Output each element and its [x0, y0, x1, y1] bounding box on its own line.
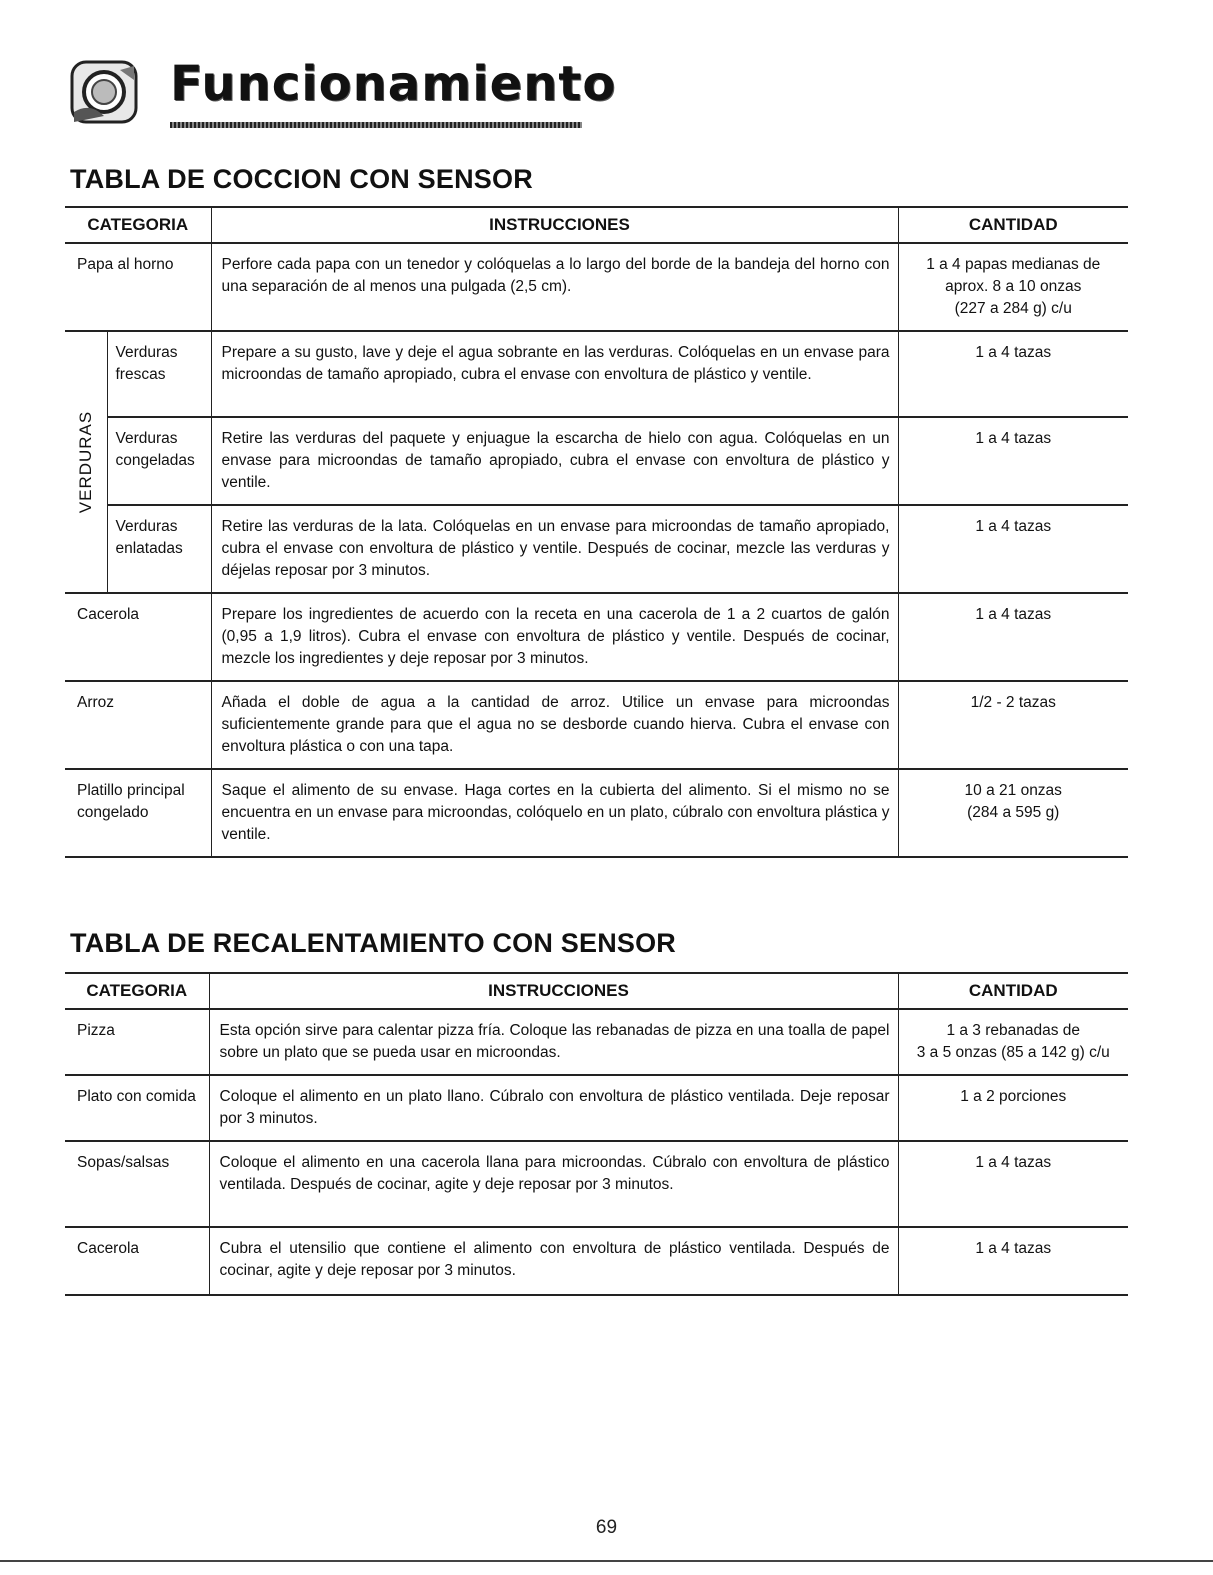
table-row: [65, 681, 1128, 769]
quantity-line: 1/2 - 2 tazas: [970, 694, 1056, 711]
row-instructions: Perfore cada papa con un tenedor y colóquelas a lo largo del borde de la bandeja del horno con una separación de al menos una pulgada (2,5 cm).: [211, 243, 898, 331]
row-quantity: [898, 1075, 1128, 1141]
table-header-row: [65, 207, 1128, 243]
page-title: Funcionamiento: [170, 56, 617, 112]
quantity-line: 1 a 4 papas medianas de: [926, 256, 1101, 273]
quantity-line: 1 a 4 tazas: [975, 606, 1052, 623]
row-quantity: [898, 769, 1128, 857]
row-instructions: Saque el alimento de su envase. Haga cortes en la cubierta del alimento. Si el mismo no se encuentra en un envase para microondas, colóquelo en un plato, cúbralo con envoltura plástica y ventile.: [211, 769, 898, 857]
row-quantity: [898, 1141, 1128, 1227]
quantity-line: 10 a 21 onzas: [964, 782, 1062, 799]
verduras-group-label: VERDURAS: [75, 410, 95, 514]
quantity-line: (227 a 284 g) c/u: [954, 300, 1072, 317]
quantity-line: aprox. 8 a 10 onzas: [945, 278, 1082, 295]
page-bottom-rule: [0, 1560, 1213, 1562]
quantity-line: 1 a 4 tazas: [975, 344, 1052, 361]
row-category: Platillo principal congelado: [65, 769, 211, 857]
table-row: [65, 1227, 1128, 1295]
row-instructions: Esta opción sirve para calentar pizza fría. Coloque las rebanadas de pizza en una toalla de papel sobre un plato que se pueda usar en microondas.: [209, 1009, 898, 1075]
table-row: [65, 331, 1128, 417]
page-number: 69: [595, 1517, 618, 1538]
title-underline: [170, 122, 582, 128]
row-instructions: Coloque el alimento en una cacerola llana para microondas. Cúbralo con envoltura de plástico ventilada. Después de cocinar, agite y deje reposar por 3 minutos.: [209, 1141, 898, 1227]
table-row: [65, 243, 1128, 331]
row-category: Cacerola: [65, 1227, 209, 1295]
row-instructions: Retire las verduras de la lata. Colóquelas en un envase para microondas de tamaño apropiado, cubra el envase con envoltura de plástico y ventile. Después de cocinar, mezcle las verduras y déjelas reposar por 3 minutos.: [211, 505, 898, 593]
table-row: [65, 1009, 1128, 1075]
row-category: Sopas/salsas: [65, 1141, 209, 1227]
row-quantity: [898, 505, 1128, 593]
row-category: Verduras congeladas: [107, 417, 211, 505]
column-header-instrucciones: INSTRUCCIONES: [209, 973, 898, 1009]
page-header: [70, 50, 617, 132]
quantity-line: 1 a 4 tazas: [975, 1154, 1052, 1171]
row-quantity: [898, 417, 1128, 505]
quantity-line: (284 a 595 g): [967, 804, 1060, 821]
row-category: Cacerola: [65, 593, 211, 681]
verduras-group-cell: [65, 331, 107, 593]
row-category: Verduras enlatadas: [107, 505, 211, 593]
cooking-table-title: TABLA DE COCCION CON SENSOR: [70, 164, 533, 194]
quantity-line: 3 a 5 onzas (85 a 142 g) c/u: [916, 1044, 1110, 1061]
column-header-cantidad: CANTIDAD: [898, 973, 1128, 1009]
sensor-reheat-table: [65, 972, 1128, 1296]
table-row: [65, 417, 1128, 505]
row-instructions: Prepare a su gusto, lave y deje el agua sobrante en las verduras. Colóquelas en un envase para microondas de tamaño apropiado, cubra el envase con envoltura de plástico y ventile.: [211, 331, 898, 417]
table-row: [65, 505, 1128, 593]
row-instructions: Retire las verduras del paquete y enjuague la escarcha de hielo con agua. Colóquelas en un envase para microondas de tamaño apropiado, cubra el envase con envoltura de plástico y ventile.: [211, 417, 898, 505]
table-row: [65, 1141, 1128, 1227]
sensor-cooking-table: [65, 206, 1128, 858]
table-row: [65, 593, 1128, 681]
column-header-instrucciones: INSTRUCCIONES: [211, 207, 898, 243]
quantity-line: 1 a 4 tazas: [975, 518, 1052, 535]
row-quantity: [898, 243, 1128, 331]
row-quantity: [898, 681, 1128, 769]
reheat-table-title: TABLA DE RECALENTAMIENTO CON SENSOR: [70, 928, 677, 958]
row-category: Verduras frescas: [107, 331, 211, 417]
microwave-logo-icon: [70, 58, 140, 128]
row-quantity: [898, 331, 1128, 417]
quantity-line: 1 a 4 tazas: [975, 1240, 1052, 1257]
table-row: [65, 1075, 1128, 1141]
row-instructions: Coloque el alimento en un plato llano. Cúbralo con envoltura de plástico ventilada. Deje reposar por 3 minutos.: [209, 1075, 898, 1141]
row-quantity: [898, 1009, 1128, 1075]
row-quantity: [898, 593, 1128, 681]
column-header-categoria: CATEGORIA: [65, 973, 209, 1009]
row-instructions: Añada el doble de agua a la cantidad de arroz. Utilice un envase para microondas suficientemente grande para que el agua no se desborde cuando hierva. Cubra el envase con envoltura plástica o con una tapa.: [211, 681, 898, 769]
quantity-line: 1 a 2 porciones: [960, 1088, 1067, 1105]
row-category: Pizza: [65, 1009, 209, 1075]
row-category: Arroz: [65, 681, 211, 769]
row-category: Papa al horno: [65, 243, 211, 331]
column-header-categoria: CATEGORIA: [65, 207, 211, 243]
quantity-line: 1 a 4 tazas: [975, 430, 1052, 447]
table-header-row: [65, 973, 1128, 1009]
row-instructions: Cubra el utensilio que contiene el alimento con envoltura de plástico ventilada. Después de cocinar, agite y deje reposar por 3 minutos.: [209, 1227, 898, 1295]
column-header-cantidad: CANTIDAD: [898, 207, 1128, 243]
row-quantity: [898, 1227, 1128, 1295]
row-instructions: Prepare los ingredientes de acuerdo con la receta en una cacerola de 1 a 2 cuartos de galón (0,95 a 1,9 litros). Cubra el envase con envoltura de plástico y ventile. Después de cocinar, mezcle los ingredientes y deje reposar por 3 minutos.: [211, 593, 898, 681]
table-row: [65, 769, 1128, 857]
quantity-line: 1 a 3 rebanadas de: [946, 1022, 1081, 1039]
row-category: Plato con comida: [65, 1075, 209, 1141]
